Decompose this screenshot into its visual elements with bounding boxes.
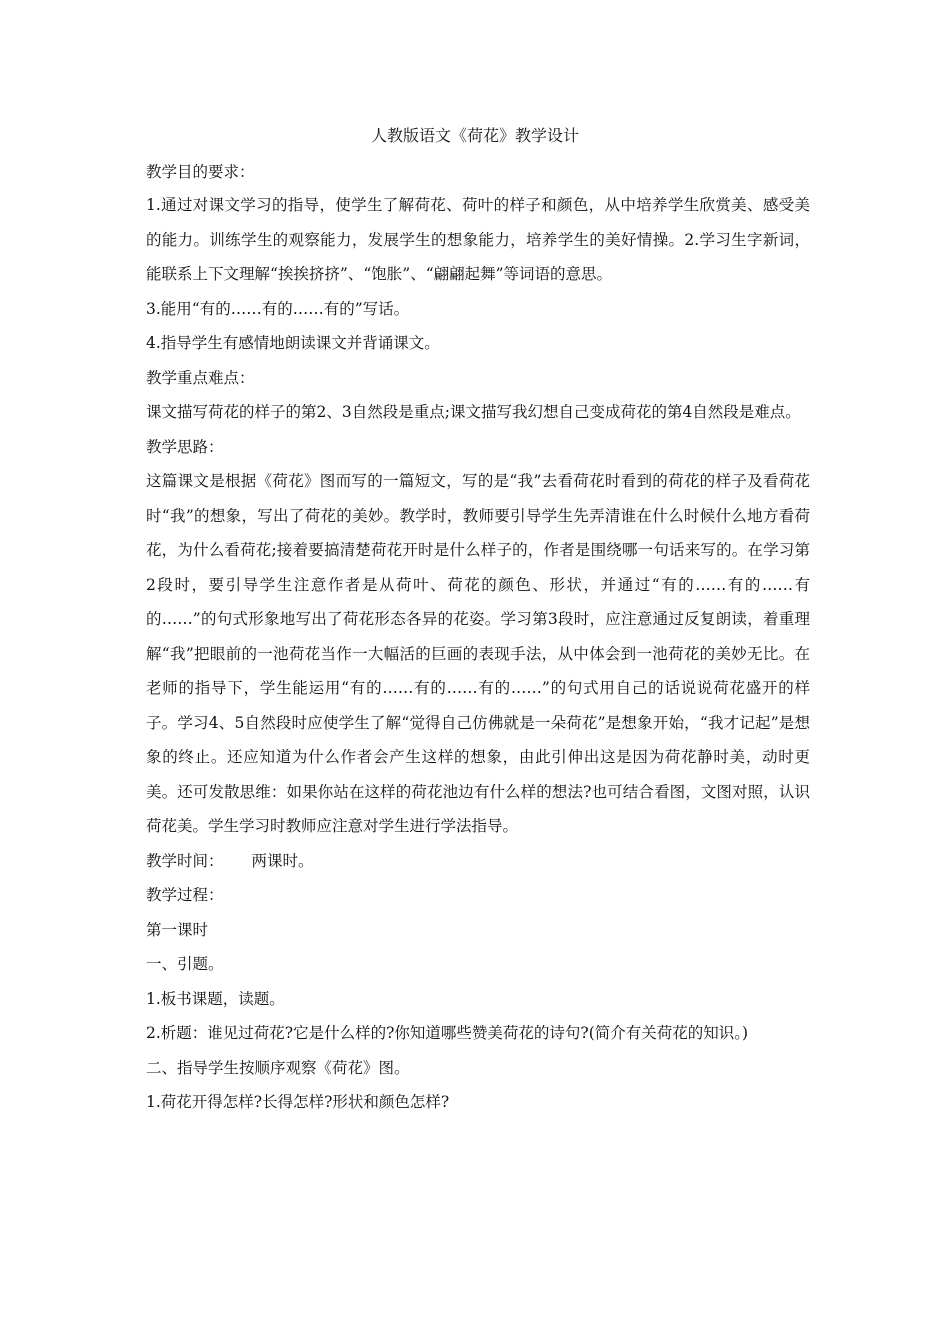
step-1-1: 1.板书课题，读题。	[146, 989, 285, 1008]
step-2: 二、指导学生按顺序观察《荷花》图。	[146, 1058, 410, 1077]
keypoints-heading: 教学重点难点：	[146, 368, 255, 387]
time-label: 教学时间：	[146, 851, 224, 870]
objectives-heading: 教学目的要求：	[146, 163, 255, 181]
process-heading: 教学过程：	[146, 886, 224, 904]
time-value: 两课时。	[251, 851, 314, 870]
keypoints-text: 课文描写荷花的样子的第2、3自然段是重点;课文描写我幻想自己变成荷花的第4自然段是难点。	[146, 403, 801, 421]
objective-1: 1.通过对课文学习的指导，使学生了解荷花、荷叶的样子和颜色，从中培养学生欣赏美、感受美的能力。训练学生的观察能力，发展学生的想象能力，培养学生的美好情操。2.学习生字新词，能联系上下文理解“挨挨挤挤”、“饱胀”、“翩翩起舞”等词语的意思。	[146, 196, 810, 283]
approach-text: 这篇课文是根据《荷花》图而写的一篇短文，写的是“我”去看荷花时看到的荷花的样子及看荷花时“我”的想象，写出了荷花的美妙。教学时，教师要引导学生先弄清谁在什么时候什么地方看荷花，为什么看荷花;接着要搞清楚荷花开时是什么样子的，作者是围绕哪一句话来写的。在学习第2段时，要引导学生注意作者是从荷叶、荷花的颜色、形状，并通过“有的……有的……有的……”的句式形象地写出了荷花形态各异的花姿。学习第3段时，应注意通过反复朗读，着重理解“我”把眼前的一池荷花当作一大幅活的巨画的表现手法，从中体会到一池荷花的美妙无比。在老师的指导下，学生能运用“有的……有的……有的……”的句式用自己的话说说荷花盛开的样子。学习4、5自然段时应使学生了解“觉得自己仿佛就是一朵荷花”是想象开始，“我才记起”是想象的终止。还应知道为什么作者会产生这样的想象，由此引伸出这是因为荷花静时美，动时更美。还可发散思维：如果你站在这样的荷花池边有什么样的想法?也可结合看图，文图对照，认识荷花美。学生学习时教师应注意对学生进行学法指导。	[146, 472, 810, 835]
lesson-1-heading: 第一课时	[146, 920, 209, 939]
objective-4: 4.指导学生有感情地朗读课文并背诵课文。	[146, 334, 440, 352]
objective-3: 3.能用“有的……有的……有的”写话。	[146, 299, 410, 318]
step-1: 一、引题。	[146, 955, 224, 973]
teaching-time	[146, 844, 810, 879]
step-1-2: 2.析题：谁见过荷花?它是什么样的?你知道哪些赞美荷花的诗句?(简介有关荷花的知识。)	[146, 1024, 749, 1042]
approach-heading: 教学思路：	[146, 437, 224, 456]
step-2-1: 1.荷花开得怎样?长得怎样?形状和颜色怎样?	[146, 1093, 450, 1111]
document-body	[146, 156, 810, 1120]
document-title: 人教版语文《荷花》教学设计	[370, 126, 579, 145]
